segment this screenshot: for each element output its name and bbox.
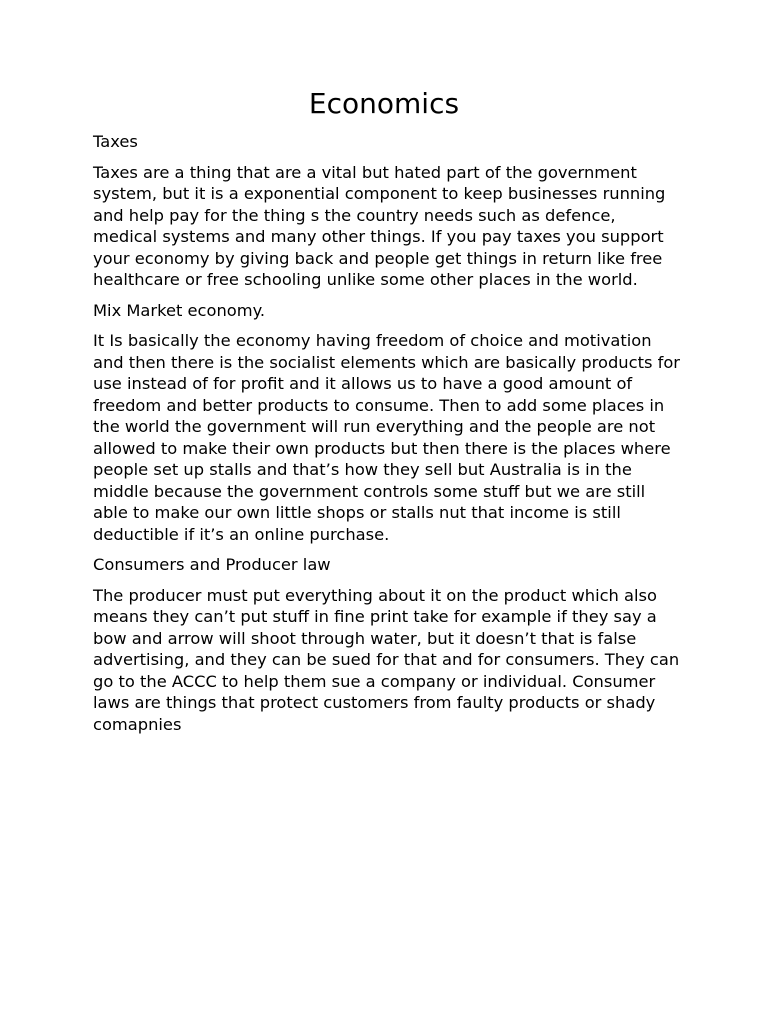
- section-taxes: [93, 131, 683, 291]
- section-paragraph: Taxes are a thing that are a vital but hated part of the government system, but it is a exponential component to keep businesses running and help pay for the thing s the country needs such as defence, medical systems and many other things. If you pay taxes you support your economy by giving back and people get things in return like free healthcare or free schooling unlike some other places in the world.: [93, 162, 666, 289]
- section-heading: Consumers and Producer law: [93, 555, 331, 574]
- section-heading: Taxes: [93, 132, 138, 151]
- document-body: [93, 131, 683, 744]
- section-mix-market-economy: [93, 300, 683, 546]
- section-consumer-producer-law: [93, 554, 683, 735]
- section-heading: Mix Market economy.: [93, 300, 266, 320]
- section-paragraph: The producer must put everything about it on the product which also means they can’t put stuff in fine print take for example if they say a bow and arrow will shoot through water, but it doesn’t that is false advertising, and they can be sued for that and for consumers. They can go to the ACCC to help them sue a company or individual. Consumer laws are things that protect customers from faulty products or shady comapnies: [93, 585, 680, 734]
- document-title: Economics: [308, 87, 460, 120]
- section-paragraph: It Is basically the economy having freedom of choice and motivation and then there is the socialist elements which are basically products for use instead of for profit and it allows us to have a good amount of freedom and better products to consume. Then to add some places in the world the government will run everything and the people are not allowed to make their own products but then there is the places where people set up stalls and that’s how they sell but Australia is in the middle because the government controls some stuff but we are still able to make our own little shops or stalls nut that income is still deductible if it’s an online purchase.: [93, 331, 680, 544]
